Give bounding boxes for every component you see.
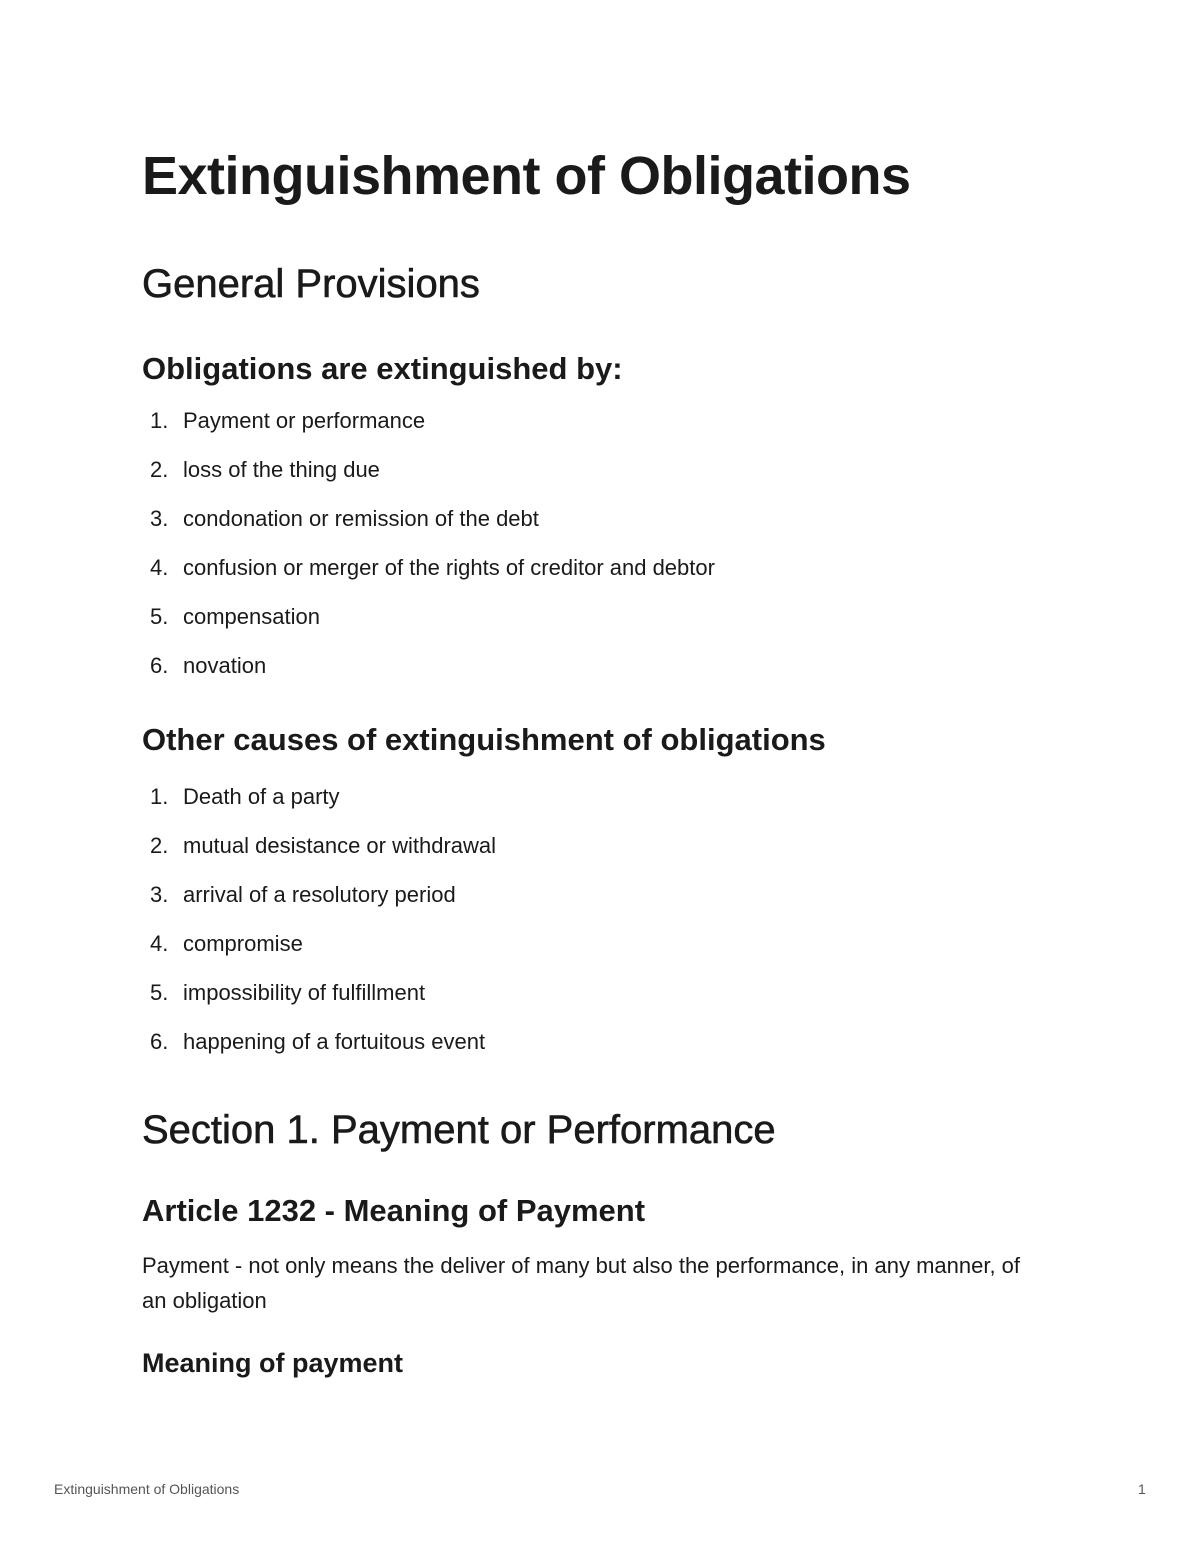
general-provisions-heading: General Provisions xyxy=(142,262,480,306)
list-item-number: 6. xyxy=(150,1029,169,1054)
list-item-number: 3. xyxy=(150,506,169,531)
article-1232-heading: Article 1232 - Meaning of Payment xyxy=(142,1193,646,1228)
list-item-text: happening of a fortuitous event xyxy=(183,1029,486,1054)
document-title: Extinguishment of Obligations xyxy=(142,146,911,206)
footer-title: Extinguishment of Obligations xyxy=(54,1481,240,1497)
list-item-number: 6. xyxy=(150,653,169,678)
section-1-heading: Section 1. Payment or Performance xyxy=(142,1108,776,1152)
list-item-number: 5. xyxy=(150,604,169,629)
list-item-text: condonation or remission of the debt xyxy=(183,506,539,531)
list-item-number: 5. xyxy=(150,980,169,1005)
list-item-number: 2. xyxy=(150,457,169,482)
list-item-text: impossibility of fulfillment xyxy=(183,980,426,1005)
list-item-text: confusion or merger of the rights of creditor and debtor xyxy=(183,555,715,580)
list-item-text: Payment or performance xyxy=(183,408,426,433)
list-item-number: 2. xyxy=(150,833,169,858)
list-item-number: 1. xyxy=(150,784,169,809)
list-item-text: novation xyxy=(183,653,267,678)
other-causes-heading: Other causes of extinguishment of obligations xyxy=(142,722,826,757)
footer-page-number: 1 xyxy=(1138,1481,1146,1497)
list-item-number: 4. xyxy=(150,931,169,956)
list-item-text: compensation xyxy=(183,604,320,629)
meaning-of-payment-heading: Meaning of payment xyxy=(142,1348,404,1378)
list-item-text: mutual desistance or withdrawal xyxy=(183,833,497,858)
list-item-text: arrival of a resolutory period xyxy=(183,882,456,907)
list-item-number: 3. xyxy=(150,882,169,907)
article-1232-body: Payment - not only means the deliver of many but also the performance, in any manner, of an obligation xyxy=(142,1253,1021,1313)
list-item-text: Death of a party xyxy=(183,784,340,809)
list-item-text: compromise xyxy=(183,931,303,956)
list-item-number: 4. xyxy=(150,555,169,580)
extinguished-by-heading: Obligations are extinguished by: xyxy=(142,351,623,386)
list-item-number: 1. xyxy=(150,408,169,433)
list-item-text: loss of the thing due xyxy=(183,457,380,482)
